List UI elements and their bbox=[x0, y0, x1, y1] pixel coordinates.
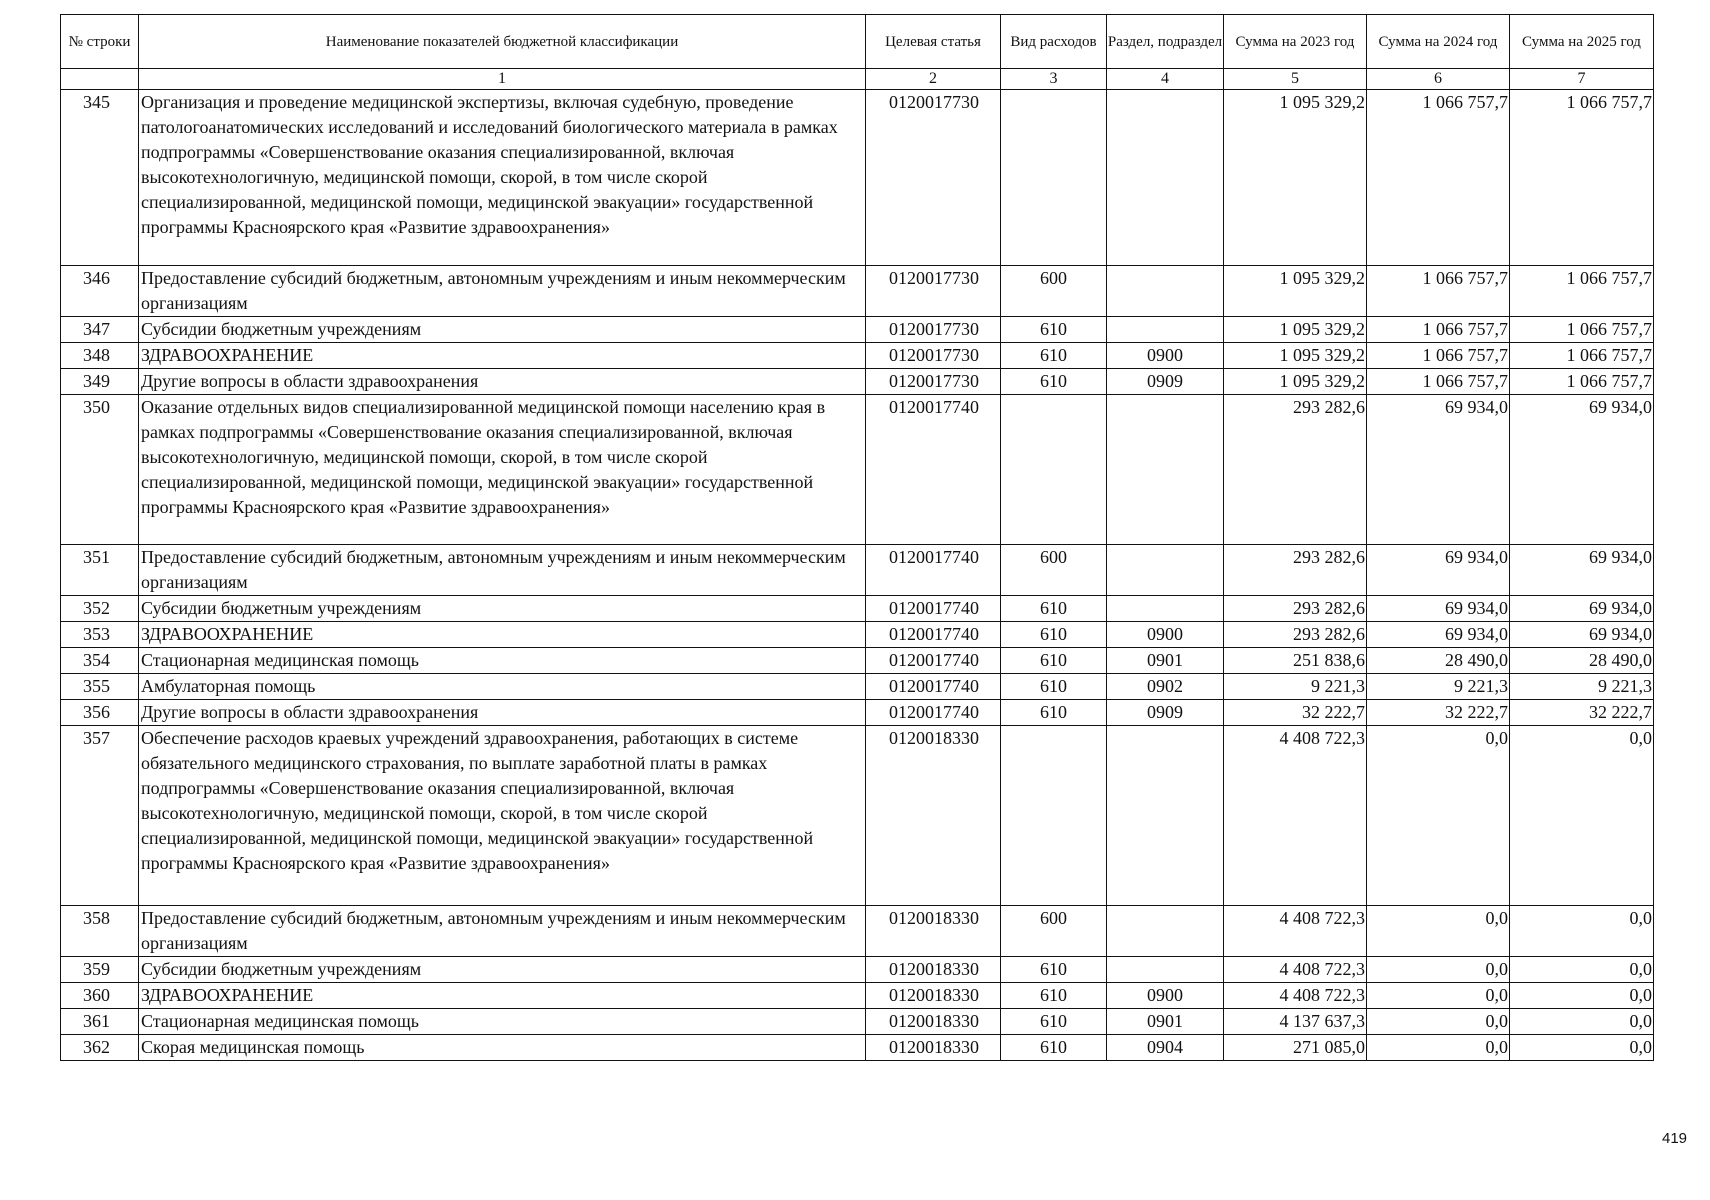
row-name: Амбулаторная помощь bbox=[139, 674, 866, 700]
row-vid: 600 bbox=[1001, 545, 1107, 596]
row-target: 0120017740 bbox=[866, 622, 1001, 648]
row-name: ЗДРАВООХРАНЕНИЕ bbox=[139, 983, 866, 1009]
row-sum-2023: 1 095 329,2 bbox=[1224, 343, 1367, 369]
table-row bbox=[61, 317, 1654, 343]
row-name: ЗДРАВООХРАНЕНИЕ bbox=[139, 622, 866, 648]
row-number: 360 bbox=[61, 983, 139, 1009]
row-vid: 610 bbox=[1001, 648, 1107, 674]
row-razdel bbox=[1107, 317, 1224, 343]
row-target: 0120018330 bbox=[866, 957, 1001, 983]
column-number: 4 bbox=[1107, 69, 1224, 90]
row-sum-2023: 251 838,6 bbox=[1224, 648, 1367, 674]
row-sum-2023: 271 085,0 bbox=[1224, 1035, 1367, 1061]
column-number: 6 bbox=[1367, 69, 1510, 90]
row-sum-2024: 0,0 bbox=[1367, 983, 1510, 1009]
row-sum-2025: 69 934,0 bbox=[1510, 622, 1654, 648]
header-sum-2025: Сумма на 2025 год bbox=[1510, 15, 1654, 69]
row-sum-2024: 69 934,0 bbox=[1367, 395, 1510, 545]
row-name: Субсидии бюджетным учреждениям bbox=[139, 596, 866, 622]
row-sum-2024: 0,0 bbox=[1367, 1009, 1510, 1035]
row-number: 359 bbox=[61, 957, 139, 983]
row-razdel: 0900 bbox=[1107, 622, 1224, 648]
row-vid: 610 bbox=[1001, 700, 1107, 726]
row-sum-2023: 4 408 722,3 bbox=[1224, 906, 1367, 957]
table-row bbox=[61, 343, 1654, 369]
budget-table bbox=[60, 14, 1654, 1061]
row-name: Предоставление субсидий бюджетным, автономным учреждениям и иным некоммерческим организациям bbox=[139, 266, 866, 317]
column-number: 3 bbox=[1001, 69, 1107, 90]
row-name: Другие вопросы в области здравоохранения bbox=[139, 700, 866, 726]
row-number: 357 bbox=[61, 726, 139, 906]
header-target: Целевая статья bbox=[866, 15, 1001, 69]
table-row bbox=[61, 90, 1654, 266]
row-name: Субсидии бюджетным учреждениям bbox=[139, 317, 866, 343]
row-sum-2023: 4 408 722,3 bbox=[1224, 957, 1367, 983]
row-vid: 610 bbox=[1001, 1009, 1107, 1035]
row-name: Организация и проведение медицинской экспертизы, включая судебную, проведение патологоанатомических исследований и исследований биологического материала в рамках подпрограммы «Совершенствование оказания специализированной, включая высокотехнологичную, медицинской помощи, скорой, в том числе скорой специализированной, медицинской помощи, медицинской эвакуации» государственной программы Красноярского края «Развитие здравоохранения» bbox=[139, 90, 866, 266]
row-sum-2023: 293 282,6 bbox=[1224, 622, 1367, 648]
row-razdel: 0900 bbox=[1107, 983, 1224, 1009]
row-sum-2025: 1 066 757,7 bbox=[1510, 343, 1654, 369]
row-sum-2024: 9 221,3 bbox=[1367, 674, 1510, 700]
row-number: 349 bbox=[61, 369, 139, 395]
row-name: Оказание отдельных видов специализированной медицинской помощи населению края в рамках подпрограммы «Совершенствование оказания специализированной, включая высокотехнологичную, медицинской помощи, скорой, в том числе скорой специализированной, медицинской помощи, медицинской эвакуации» государственной программы Красноярского края «Развитие здравоохранения» bbox=[139, 395, 866, 545]
row-razdel bbox=[1107, 596, 1224, 622]
row-sum-2025: 1 066 757,7 bbox=[1510, 266, 1654, 317]
row-razdel: 0909 bbox=[1107, 369, 1224, 395]
row-target: 0120017740 bbox=[866, 674, 1001, 700]
row-number: 347 bbox=[61, 317, 139, 343]
header-row bbox=[61, 15, 1654, 69]
row-target: 0120017740 bbox=[866, 545, 1001, 596]
row-sum-2025: 1 066 757,7 bbox=[1510, 369, 1654, 395]
row-sum-2025: 69 934,0 bbox=[1510, 545, 1654, 596]
row-sum-2025: 0,0 bbox=[1510, 906, 1654, 957]
row-sum-2024: 69 934,0 bbox=[1367, 596, 1510, 622]
row-number: 346 bbox=[61, 266, 139, 317]
row-target: 0120018330 bbox=[866, 906, 1001, 957]
row-sum-2024: 1 066 757,7 bbox=[1367, 343, 1510, 369]
row-sum-2025: 0,0 bbox=[1510, 957, 1654, 983]
row-target: 0120018330 bbox=[866, 1009, 1001, 1035]
row-target: 0120017730 bbox=[866, 369, 1001, 395]
row-sum-2024: 1 066 757,7 bbox=[1367, 369, 1510, 395]
column-number-row bbox=[61, 69, 1654, 90]
row-vid: 600 bbox=[1001, 906, 1107, 957]
row-name: Предоставление субсидий бюджетным, автономным учреждениям и иным некоммерческим организациям bbox=[139, 545, 866, 596]
row-sum-2024: 0,0 bbox=[1367, 726, 1510, 906]
row-sum-2025: 0,0 bbox=[1510, 983, 1654, 1009]
row-sum-2023: 4 408 722,3 bbox=[1224, 726, 1367, 906]
row-sum-2023: 293 282,6 bbox=[1224, 545, 1367, 596]
row-sum-2023: 32 222,7 bbox=[1224, 700, 1367, 726]
table-row bbox=[61, 726, 1654, 906]
table-row bbox=[61, 648, 1654, 674]
table-row bbox=[61, 700, 1654, 726]
row-sum-2025: 69 934,0 bbox=[1510, 395, 1654, 545]
row-razdel: 0904 bbox=[1107, 1035, 1224, 1061]
column-number: 7 bbox=[1510, 69, 1654, 90]
row-vid bbox=[1001, 395, 1107, 545]
table-row bbox=[61, 545, 1654, 596]
header-razdel: Раздел, подраздел bbox=[1107, 15, 1224, 69]
row-sum-2023: 293 282,6 bbox=[1224, 596, 1367, 622]
row-sum-2024: 28 490,0 bbox=[1367, 648, 1510, 674]
row-razdel bbox=[1107, 266, 1224, 317]
row-number: 355 bbox=[61, 674, 139, 700]
table-row bbox=[61, 1009, 1654, 1035]
row-target: 0120017740 bbox=[866, 648, 1001, 674]
row-vid: 610 bbox=[1001, 343, 1107, 369]
row-target: 0120017740 bbox=[866, 596, 1001, 622]
row-vid: 610 bbox=[1001, 622, 1107, 648]
row-sum-2024: 1 066 757,7 bbox=[1367, 90, 1510, 266]
row-number: 362 bbox=[61, 1035, 139, 1061]
table-row bbox=[61, 266, 1654, 317]
row-sum-2024: 0,0 bbox=[1367, 1035, 1510, 1061]
row-number: 356 bbox=[61, 700, 139, 726]
row-razdel bbox=[1107, 726, 1224, 906]
row-razdel bbox=[1107, 90, 1224, 266]
row-sum-2024: 1 066 757,7 bbox=[1367, 317, 1510, 343]
row-target: 0120017730 bbox=[866, 90, 1001, 266]
column-number: 5 bbox=[1224, 69, 1367, 90]
table-row bbox=[61, 369, 1654, 395]
row-sum-2025: 1 066 757,7 bbox=[1510, 90, 1654, 266]
row-target: 0120017730 bbox=[866, 266, 1001, 317]
row-sum-2025: 0,0 bbox=[1510, 726, 1654, 906]
row-sum-2024: 69 934,0 bbox=[1367, 622, 1510, 648]
row-name: Субсидии бюджетным учреждениям bbox=[139, 957, 866, 983]
row-sum-2024: 0,0 bbox=[1367, 957, 1510, 983]
row-vid: 610 bbox=[1001, 983, 1107, 1009]
row-vid: 610 bbox=[1001, 596, 1107, 622]
row-sum-2025: 9 221,3 bbox=[1510, 674, 1654, 700]
row-razdel: 0901 bbox=[1107, 1009, 1224, 1035]
row-sum-2025: 1 066 757,7 bbox=[1510, 317, 1654, 343]
header-sum-2024: Сумма на 2024 год bbox=[1367, 15, 1510, 69]
row-number: 351 bbox=[61, 545, 139, 596]
row-razdel: 0902 bbox=[1107, 674, 1224, 700]
row-target: 0120017740 bbox=[866, 395, 1001, 545]
row-sum-2023: 1 095 329,2 bbox=[1224, 266, 1367, 317]
row-sum-2025: 32 222,7 bbox=[1510, 700, 1654, 726]
header-sum-2023: Сумма на 2023 год bbox=[1224, 15, 1367, 69]
row-sum-2023: 1 095 329,2 bbox=[1224, 369, 1367, 395]
row-number: 361 bbox=[61, 1009, 139, 1035]
row-sum-2025: 28 490,0 bbox=[1510, 648, 1654, 674]
table-row bbox=[61, 957, 1654, 983]
row-vid: 610 bbox=[1001, 1035, 1107, 1061]
row-sum-2024: 1 066 757,7 bbox=[1367, 266, 1510, 317]
row-target: 0120017730 bbox=[866, 317, 1001, 343]
row-sum-2025: 69 934,0 bbox=[1510, 596, 1654, 622]
row-sum-2025: 0,0 bbox=[1510, 1035, 1654, 1061]
row-vid: 610 bbox=[1001, 957, 1107, 983]
row-name: Стационарная медицинская помощь bbox=[139, 648, 866, 674]
row-sum-2024: 0,0 bbox=[1367, 906, 1510, 957]
row-razdel bbox=[1107, 545, 1224, 596]
row-name: ЗДРАВООХРАНЕНИЕ bbox=[139, 343, 866, 369]
table-row bbox=[61, 906, 1654, 957]
row-vid: 610 bbox=[1001, 369, 1107, 395]
column-number: 1 bbox=[139, 69, 866, 90]
row-name: Другие вопросы в области здравоохранения bbox=[139, 369, 866, 395]
row-number: 350 bbox=[61, 395, 139, 545]
table-row bbox=[61, 395, 1654, 545]
table-row bbox=[61, 983, 1654, 1009]
row-razdel: 0900 bbox=[1107, 343, 1224, 369]
row-vid: 610 bbox=[1001, 317, 1107, 343]
row-name: Скорая медицинская помощь bbox=[139, 1035, 866, 1061]
row-number: 358 bbox=[61, 906, 139, 957]
row-vid bbox=[1001, 726, 1107, 906]
header-vid: Вид расходов bbox=[1001, 15, 1107, 69]
row-vid: 610 bbox=[1001, 674, 1107, 700]
row-target: 0120017740 bbox=[866, 700, 1001, 726]
row-number: 353 bbox=[61, 622, 139, 648]
table-row bbox=[61, 1035, 1654, 1061]
row-target: 0120017730 bbox=[866, 343, 1001, 369]
row-sum-2023: 4 137 637,3 bbox=[1224, 1009, 1367, 1035]
table-row bbox=[61, 622, 1654, 648]
row-sum-2023: 1 095 329,2 bbox=[1224, 317, 1367, 343]
row-name: Обеспечение расходов краевых учреждений здравоохранения, работающих в системе обязательного медицинского страхования, по выплате заработной платы в рамках подпрограммы «Совершенствование оказания специализированной, включая высокотехнологичную, медицинской помощи, скорой, в том числе скорой специализированной, медицинской помощи, медицинской эвакуации» государственной программы Красноярского края «Развитие здравоохранения» bbox=[139, 726, 866, 906]
row-razdel: 0909 bbox=[1107, 700, 1224, 726]
row-sum-2023: 9 221,3 bbox=[1224, 674, 1367, 700]
row-target: 0120018330 bbox=[866, 983, 1001, 1009]
row-number: 345 bbox=[61, 90, 139, 266]
table-row bbox=[61, 596, 1654, 622]
header-row-number: № строки bbox=[61, 15, 139, 69]
row-sum-2024: 69 934,0 bbox=[1367, 545, 1510, 596]
row-name: Предоставление субсидий бюджетным, автономным учреждениям и иным некоммерческим организациям bbox=[139, 906, 866, 957]
page-number: 419 bbox=[1662, 1130, 1688, 1147]
row-target: 0120018330 bbox=[866, 1035, 1001, 1061]
row-name: Стационарная медицинская помощь bbox=[139, 1009, 866, 1035]
row-razdel bbox=[1107, 395, 1224, 545]
column-number bbox=[61, 69, 139, 90]
row-number: 352 bbox=[61, 596, 139, 622]
row-number: 348 bbox=[61, 343, 139, 369]
row-sum-2023: 1 095 329,2 bbox=[1224, 90, 1367, 266]
table-row bbox=[61, 674, 1654, 700]
column-number: 2 bbox=[866, 69, 1001, 90]
header-name: Наименование показателей бюджетной классификации bbox=[139, 15, 866, 69]
row-razdel bbox=[1107, 906, 1224, 957]
row-razdel: 0901 bbox=[1107, 648, 1224, 674]
row-vid: 600 bbox=[1001, 266, 1107, 317]
row-sum-2023: 293 282,6 bbox=[1224, 395, 1367, 545]
row-sum-2024: 32 222,7 bbox=[1367, 700, 1510, 726]
row-razdel bbox=[1107, 957, 1224, 983]
row-number: 354 bbox=[61, 648, 139, 674]
row-vid bbox=[1001, 90, 1107, 266]
row-sum-2023: 4 408 722,3 bbox=[1224, 983, 1367, 1009]
row-target: 0120018330 bbox=[866, 726, 1001, 906]
row-sum-2025: 0,0 bbox=[1510, 1009, 1654, 1035]
